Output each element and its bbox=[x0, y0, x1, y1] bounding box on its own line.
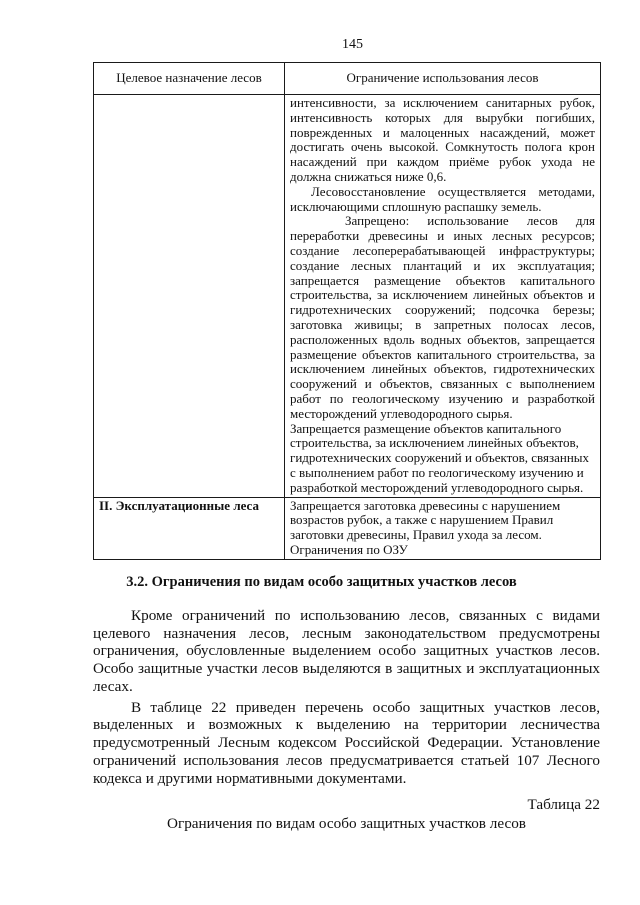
restriction-paragraph: Запрещено: использование лесов для переработки древесины и иных лесных ресурсов; создание лесоперерабатывающей инфраструктуры; создание лесных плантаций и их эксплуатация; запрещается размещение объектов капитального строительства, за исключением линейных объектов и гидротехнических сооружений; подсочка березы; заготовка живицы; в запретных полосах лесов, расположенных вдоль водных объектов, запрещается размещение объектов капитального строительства, за исключением линейных объектов, гидротехнических сооружений и объектов, связанных с выполнением работ по геологическому изучению и разработкой месторождений углеводородного сырья. bbox=[290, 213, 595, 421]
body-paragraph: В таблице 22 приведен перечень особо защитных участков лесов, выделенных и возможных к выделению на территории лесничества предусмотренный Лесным кодексом Российской Федерации. Установление ограничений использования лесов предусматривается статьей 107 Лесного кодекса и другими нормативными документами. bbox=[93, 698, 600, 787]
table-cell-purpose: II. Эксплуатационные леса bbox=[94, 497, 285, 559]
page-number: 145 bbox=[342, 37, 363, 52]
table-cell-purpose bbox=[94, 95, 285, 498]
restriction-paragraph: интенсивности, за исключением санитарных рубок, интенсивность которых для вырубки погибших, поврежденных и малоценных насаждений, может достигать очень высокой. Сомкнутость полога крон насаждений при каждом приёме рубок ухода не должна снижаться ниже 0,6. bbox=[290, 95, 595, 184]
body-paragraph: Кроме ограничений по использованию лесов, связанных с видами целевого назначения лесов, лесным законодательством предусмотрены ограничения, обусловленные выделением особо защитных участков лесов. Особо защитные участки лесов выделяются в защитных и эксплуатационных лесах. bbox=[93, 606, 600, 695]
table-cell-restriction bbox=[285, 497, 601, 559]
table-row bbox=[94, 95, 601, 498]
section-heading: 3.2. Ограничения по видам особо защитных участков лесов bbox=[126, 573, 517, 590]
restrictions-table bbox=[93, 62, 601, 560]
table-header-restriction: Ограничение использования лесов bbox=[285, 63, 601, 95]
table-title: Ограничения по видам особо защитных участков лесов bbox=[167, 814, 526, 832]
restriction-paragraph: Лесовосстановление осуществляется методами, исключающими сплошную распашку земель. bbox=[290, 183, 595, 214]
table-label: Таблица 22 bbox=[527, 795, 600, 813]
table-header-purpose: Целевое назначение лесов bbox=[94, 63, 285, 95]
table-row bbox=[94, 497, 601, 559]
restriction-paragraph: Запрещается заготовка древесины с нарушением возрастов рубок, а также с нарушением Правил заготовки древесины, Правил ухода за лесом. bbox=[290, 497, 561, 543]
table-header-row bbox=[94, 63, 601, 95]
restriction-paragraph: Запрещается размещение объектов капитального строительства, за исключением линейных объектов, гидротехнических сооружений и объектов, связанных с выполнением работ по геологическому изучению и разработкой месторождений углеводородного сырья. bbox=[290, 420, 590, 495]
text-column bbox=[93, 37, 600, 833]
table-cell-restriction bbox=[285, 95, 601, 498]
restriction-paragraph: Ограничения по ОЗУ bbox=[290, 541, 408, 557]
